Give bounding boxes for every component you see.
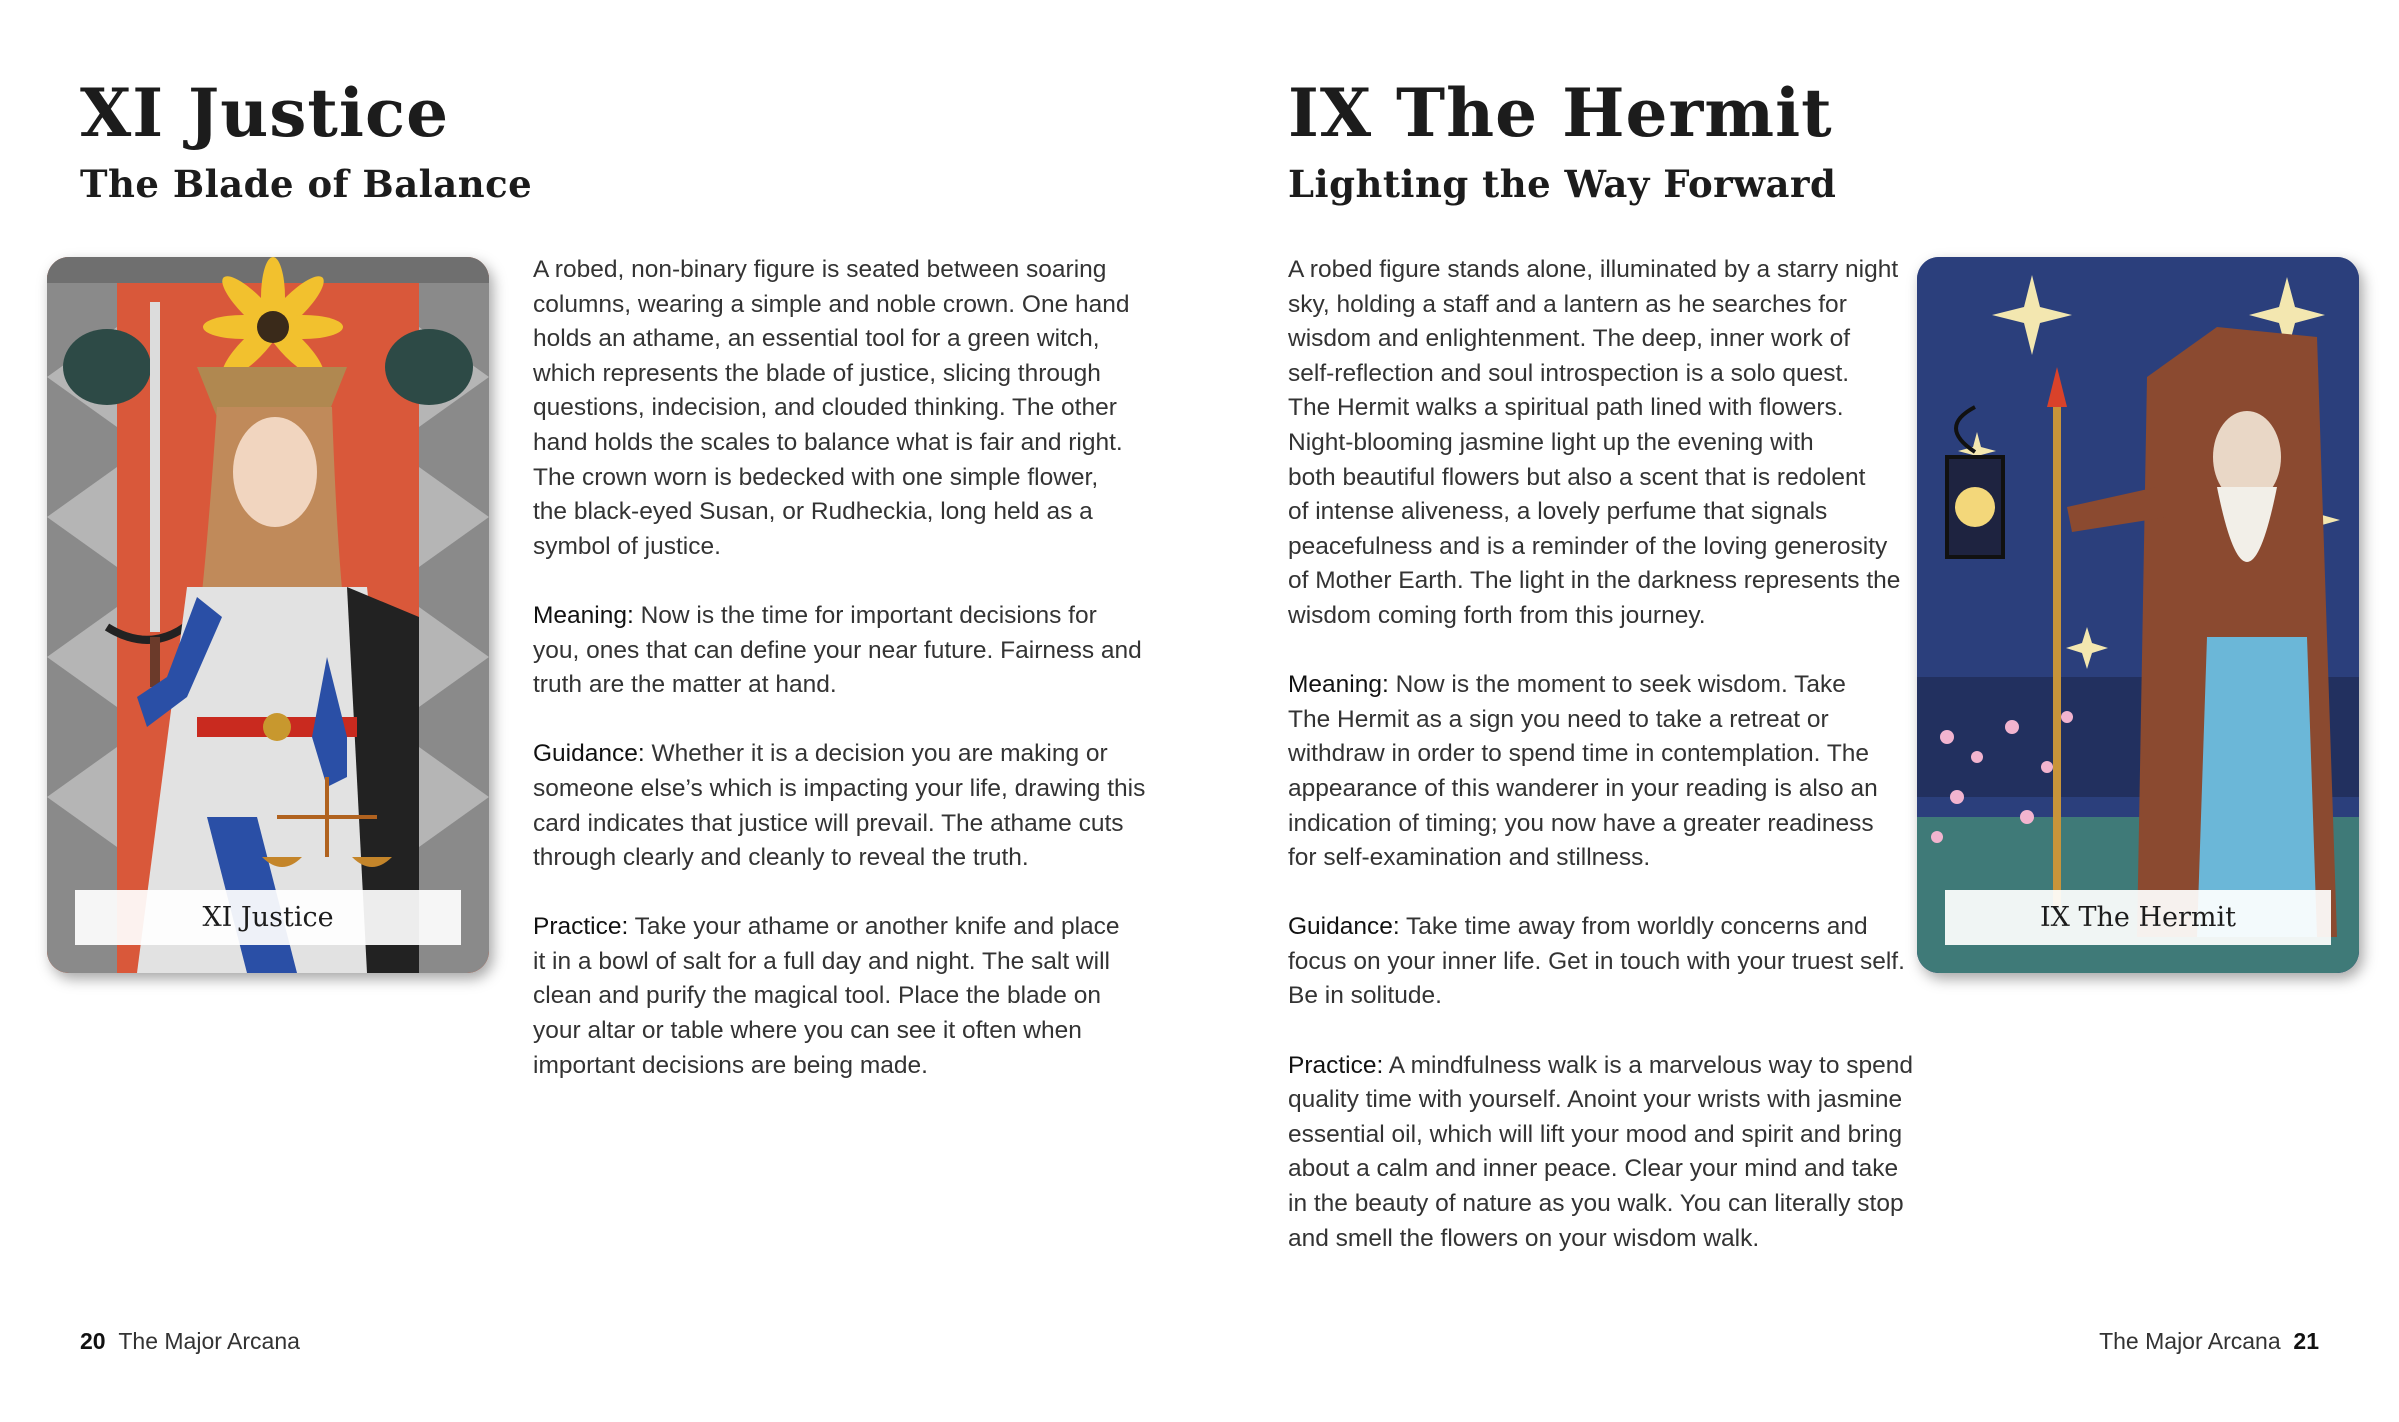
text-line: through clearly and cleanly to reveal the truth. <box>533 844 1029 872</box>
hermit-guidance-paragraph <box>1288 910 1905 1014</box>
text-line: focus on your inner life. Get in touch with your truest self. <box>1288 947 1905 975</box>
page-title-justice: XI Justice <box>80 74 450 152</box>
text-line: columns, wearing a simple and noble crown. One hand <box>533 290 1130 318</box>
text-line: it in a bowl of salt for a full day and night. The salt will <box>533 947 1110 975</box>
running-head-right: The Major Arcana <box>2099 1328 2281 1354</box>
practice-label: Practice: <box>1288 1051 1384 1079</box>
hermit-practice-paragraph <box>1288 1049 1914 1257</box>
guidance-label: Guidance: <box>533 740 645 768</box>
text-line: someone else’s which is impacting your life, drawing this <box>533 774 1146 802</box>
page-title-hermit: IX The Hermit <box>1288 74 1833 152</box>
text-run: A mindfulness walk is a marvelous way to spend <box>1383 1051 1914 1079</box>
justice-body-text <box>533 253 1146 1118</box>
text-line: the black-eyed Susan, or Rudheckia, long held as a <box>533 498 1093 526</box>
text-line <box>533 910 1123 945</box>
text-line: peacefulness and is a reminder of the loving generosity <box>1288 532 1888 560</box>
text-line: important decisions are being made. <box>533 1051 928 1079</box>
page-number-right: 21 <box>2293 1328 2319 1354</box>
footer-right <box>2099 1328 2319 1355</box>
hermit-card-caption: IX The Hermit <box>1945 890 2331 945</box>
text-line: for self-examination and stillness. <box>1288 844 1651 872</box>
text-run: Now is the time for important decisions for <box>633 601 1097 629</box>
text-line: of Mother Earth. The light in the darkness represents the <box>1288 567 1901 595</box>
text-line: appearance of this wanderer in your reading is also an <box>1288 774 1878 802</box>
text-line: of intense aliveness, a lovely perfume that signals <box>1288 498 1828 526</box>
justice-card-caption: XI Justice <box>75 890 461 945</box>
guidance-label: Guidance: <box>1288 913 1400 941</box>
text-line <box>1288 668 1888 703</box>
hermit-intro-paragraph <box>1288 253 1901 634</box>
hermit-card-art <box>1917 257 2359 973</box>
justice-intro-paragraph <box>533 253 1130 564</box>
hermit-card-illustration <box>1917 257 2359 973</box>
text-line: wisdom coming forth from this journey. <box>1288 601 1706 629</box>
hermit-body-text <box>1288 253 1914 1291</box>
page-number-left: 20 <box>80 1328 106 1354</box>
justice-card-art <box>47 257 489 973</box>
text-line: you, ones that can define your near future. Fairness and <box>533 636 1142 664</box>
text-line: quality time with yourself. Anoint your wrists with jasmine <box>1288 1086 1903 1114</box>
text-line: and smell the flowers on your wisdom walk. <box>1288 1224 1760 1252</box>
text-line: truth are the matter at hand. <box>533 671 837 699</box>
text-line: indication of timing; you now have a greater readiness <box>1288 809 1874 837</box>
text-line: sky, holding a staff and a lantern as he searches for <box>1288 290 1847 318</box>
text-line <box>1288 910 1888 945</box>
footer-left <box>80 1328 300 1355</box>
text-line: symbol of justice. <box>533 532 721 560</box>
text-line: A robed figure stands alone, illuminated by a starry night <box>1288 256 1899 283</box>
meaning-label: Meaning: <box>1288 671 1389 699</box>
hermit-meaning-paragraph <box>1288 668 1888 876</box>
text-run: Whether it is a decision you are making or <box>644 740 1108 768</box>
text-line: The Hermit as a sign you need to take a retreat or <box>1288 705 1829 733</box>
text-line: The Hermit walks a spiritual path lined with flowers. <box>1288 394 1844 422</box>
text-line: self-reflection and soul introspection is a solo quest. <box>1288 359 1850 387</box>
page-subtitle-hermit: Lighting the Way Forward <box>1288 162 1837 206</box>
text-line: which represents the blade of justice, slicing through <box>533 359 1101 387</box>
text-line: withdraw in order to spend time in contemplation. The <box>1288 740 1870 768</box>
text-line: holds an athame, an essential tool for a green witch, <box>533 325 1100 353</box>
text-line: questions, indecision, and clouded thinking. The other <box>533 394 1117 422</box>
justice-guidance-paragraph <box>533 737 1146 875</box>
text-line: clean and purify the magical tool. Place the blade on <box>533 982 1101 1010</box>
text-line <box>533 599 1123 634</box>
text-run: Now is the moment to seek wisdom. Take <box>1388 671 1846 699</box>
justice-meaning-paragraph <box>533 599 1142 703</box>
text-line: your altar or table where you can see it often when <box>533 1017 1082 1045</box>
page-subtitle-justice: The Blade of Balance <box>80 162 533 206</box>
text-line: both beautiful flowers but also a scent that is redolent <box>1288 463 1866 491</box>
text-line: about a calm and inner peace. Clear your mind and take <box>1288 1155 1899 1183</box>
text-line: wisdom and enlightenment. The deep, inner work of <box>1288 325 1851 353</box>
text-line <box>1288 1049 1914 1084</box>
text-line: The crown worn is bedecked with one simple flower, <box>533 463 1099 491</box>
text-line: A robed, non-binary figure is seated between soaring <box>533 256 1107 283</box>
text-run: Take your athame or another knife and place <box>628 913 1120 941</box>
text-line: Night-blooming jasmine light up the evening with <box>1288 428 1814 456</box>
text-line <box>533 737 1123 772</box>
text-line: in the beauty of nature as you walk. You can literally stop <box>1288 1190 1904 1218</box>
text-run: Take time away from worldly concerns and <box>1399 913 1868 941</box>
meaning-label: Meaning: <box>533 601 634 629</box>
justice-practice-paragraph <box>533 910 1123 1083</box>
practice-label: Practice: <box>533 913 629 941</box>
text-line: card indicates that justice will prevail. The athame cuts <box>533 809 1124 837</box>
text-line: essential oil, which will lift your mood and spirit and bring <box>1288 1120 1903 1148</box>
text-line: Be in solitude. <box>1288 982 1442 1010</box>
text-line: hand holds the scales to balance what is fair and right. <box>533 428 1123 456</box>
justice-card-illustration <box>47 257 489 973</box>
running-head-left: The Major Arcana <box>118 1328 300 1354</box>
